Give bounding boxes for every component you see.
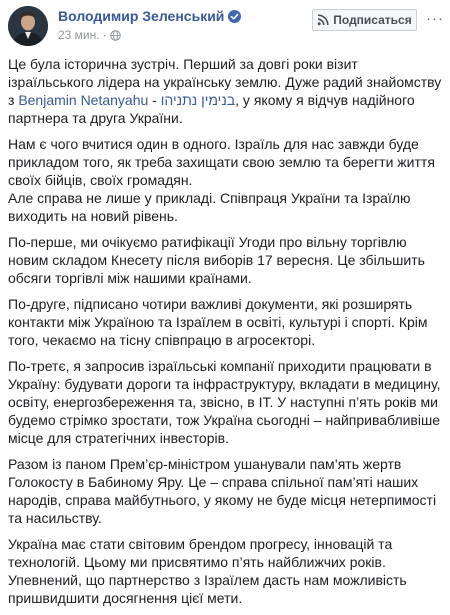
author-name[interactable] (58, 8, 241, 24)
post-header (0, 0, 450, 48)
mention-link-hebrew[interactable]: בנימין נתניהו (160, 92, 236, 108)
paragraph-7: Україна має стати світовим брендом прогресу, інновацій та технологій. Цьому ми присвятимо п’ять найближчих років. Упевнений, що партнерство з Ізраїлем дасть нам можливість пришвидшити досягнення цієї мети. (8, 536, 407, 606)
paragraph-3: По-перше, ми очікуємо ратифікації Угоди про вільну торгівлю новим складом Кнесету після виборів 17 вересня. Це збільшить обсяги торгівлі між нашими країнами. (8, 234, 425, 286)
rss-icon (317, 14, 329, 26)
p1-after: , у якому я відчув надійного партнера та друга України. (8, 92, 415, 126)
mention-separator: - (148, 92, 161, 108)
author-name-text[interactable]: Володимир Зеленський (58, 8, 225, 24)
more-icon[interactable]: ··· (426, 9, 444, 27)
paragraph-5: По-третє, я запросив ізраїльські компанії приходити працювати в Україну: будувати дороги та інфраструктуру, вкладати в медицину, освіту, енергозбереження та, звісно, в ІТ. У наступні п’ять років ми будемо стрімко зростати, тож Україна сьогодні – найпривабливіше місце для стратегічних інвесторів. (8, 358, 441, 446)
post-meta (58, 28, 121, 42)
avatar[interactable] (8, 6, 48, 46)
mention-link-english[interactable]: Benjamin Netanyahu (18, 92, 149, 108)
subscribe-button[interactable] (312, 9, 417, 31)
post-text (8, 55, 446, 615)
subscribe-label: Подписаться (333, 13, 412, 27)
paragraph-2: Нам є чого вчитися один в одного. Ізраїль для нас завжди буде прикладом того, як треба захищати свою землю та берегти життя своїх бійців, своїх громадян. Але справа не лише у прикладі. Співпраця України та Ізраїлю виходить на новий рівень. (8, 136, 435, 224)
paragraph-4: По-друге, підписано чотири важливі документи, які розширять контакти між Україною та Ізраїлем в освіті, культурі і спорті. Крім того, чекаємо на тісну співпрацю в агросекторі. (8, 296, 428, 348)
paragraph-6: Разом із паном Прем’єр-міністром ушанували пам’ять жертв Голокосту в Бабиному Яру. Це – справа спільної пам’яті наших народів, справа майбутнього, у якому не буде місця нетерпимості та насильству. (8, 456, 437, 526)
paragraph-1 (8, 55, 446, 127)
meta-separator: · (102, 28, 107, 42)
post-timestamp[interactable]: 23 мин. (58, 28, 100, 42)
globe-icon[interactable] (110, 30, 121, 41)
p1-before: Це була історична зустріч. Перший за довгі роки візит ізраїльського лідера на українську землю. Дуже радий знайомству з (8, 56, 442, 108)
verified-badge-icon (228, 10, 241, 23)
